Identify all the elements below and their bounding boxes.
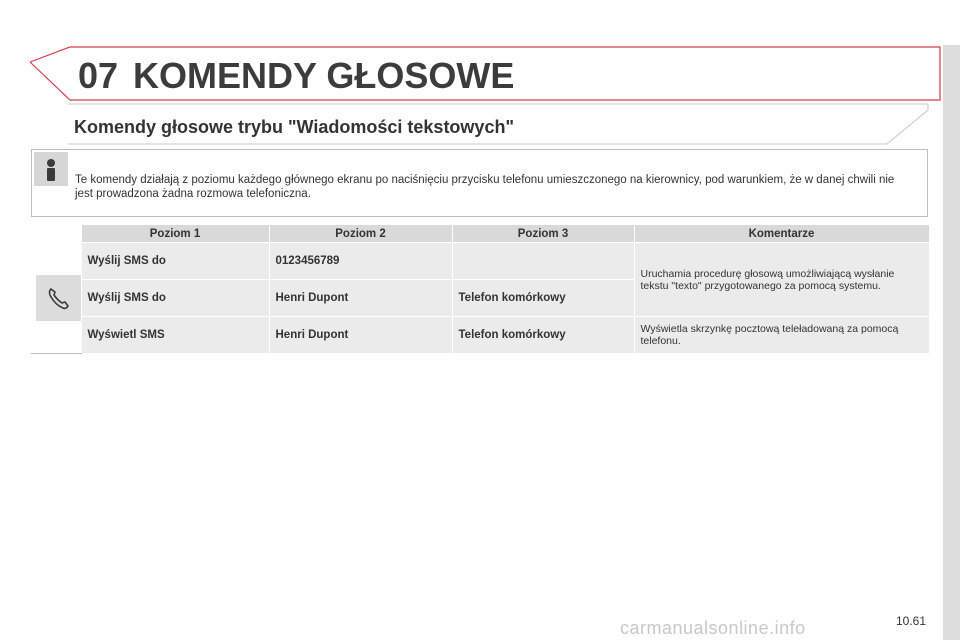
section-title: Komendy głosowe trybu "Wiadomości tekstowych" bbox=[74, 117, 514, 137]
chapter-number: 07 bbox=[78, 55, 119, 96]
info-note-text: Te komendy działają z poziomu każdego głównego ekranu po naciśnięciu przycisku telefonu umieszczonego na kierownicy, pod warunkiem, że w danej chwili nie jest prowadzona żadna rozmowa telefoniczna. bbox=[75, 174, 895, 200]
row1-level2: 0123456789 bbox=[269, 243, 452, 280]
row2-level1: Wyślij SMS do bbox=[81, 280, 269, 317]
comment-send-sms: Uruchamia procedurę głosową umożliwiającą wysłanie tekstu "texto" przygotowanego za pomocą systemu. bbox=[634, 243, 929, 317]
row1-level3 bbox=[452, 243, 634, 280]
table-header-level2: Poziom 2 bbox=[269, 225, 452, 243]
table-header-row bbox=[31, 225, 929, 243]
table-header-blank bbox=[31, 225, 81, 243]
table-row bbox=[31, 243, 929, 280]
row3-level2: Henri Dupont bbox=[269, 317, 452, 354]
table-row bbox=[31, 317, 929, 354]
table-header-level1: Poziom 1 bbox=[81, 225, 269, 243]
table-header-comments: Komentarze bbox=[634, 225, 929, 243]
table-header-level3: Poziom 3 bbox=[452, 225, 634, 243]
row2-level2: Henri Dupont bbox=[269, 280, 452, 317]
page-number: 10.61 bbox=[896, 614, 927, 628]
row3-level1: Wyświetl SMS bbox=[81, 317, 269, 354]
info-note-box bbox=[31, 149, 928, 217]
info-icon bbox=[34, 152, 68, 186]
chapter-title: KOMENDY GŁOSOWE bbox=[133, 55, 515, 96]
phone-icon-cell bbox=[31, 243, 81, 354]
comment-display-sms: Wyświetla skrzynkę pocztową teleładowaną za pomocą telefonu. bbox=[634, 317, 929, 354]
row3-level3: Telefon komórkowy bbox=[452, 317, 634, 354]
row1-level1: Wyślij SMS do bbox=[81, 243, 269, 280]
phone-icon bbox=[36, 275, 82, 321]
watermark: carmanualsonline.info bbox=[620, 618, 806, 638]
row2-level3: Telefon komórkowy bbox=[452, 280, 634, 317]
voice-commands-table bbox=[31, 224, 930, 354]
